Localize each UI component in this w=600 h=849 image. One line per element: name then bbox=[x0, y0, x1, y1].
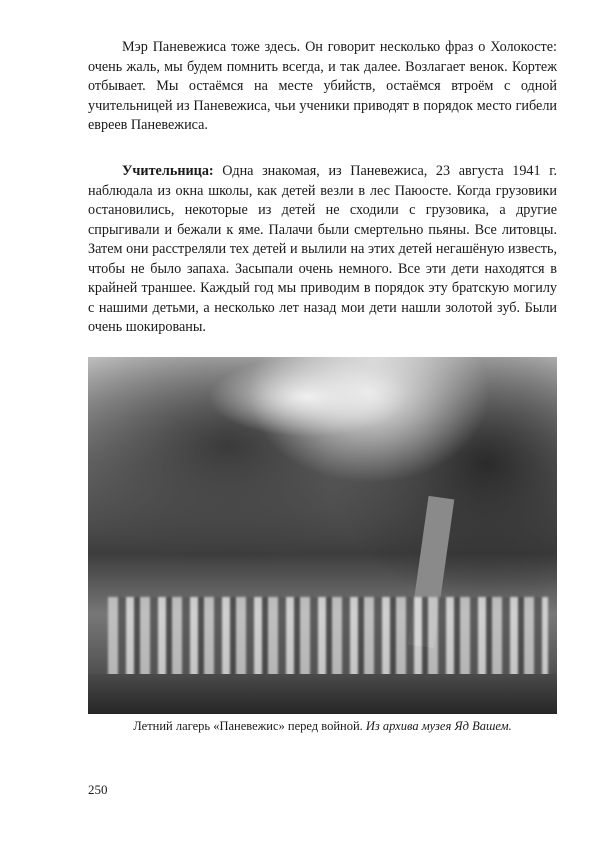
text-line: чтобы не было запаха. Засыпали очень немного. Все эти дети находятся в bbox=[88, 260, 557, 277]
text-line: Затем они расстреляли тех детей и вылили на этих детей негашёную известь, bbox=[88, 241, 557, 257]
photo-grass bbox=[88, 674, 557, 714]
paragraph-mayor bbox=[88, 38, 557, 136]
text-line: крайней траншее. Каждый год мы приводим в порядок эту братскую могилу bbox=[88, 280, 557, 296]
text-line: отбывает. Мы остаёмся на месте убийств, остаёмся втроём с одной bbox=[88, 78, 557, 94]
text-line: очень жаль, мы будем помнить всегда, и так далее. Возлагает венок. Кортеж bbox=[88, 58, 557, 75]
text-line: остановились, некоторые из детей не сходили с грузовика, а другие bbox=[88, 202, 557, 218]
page-number: 250 bbox=[88, 782, 108, 797]
text-line: учительницей из Паневежиса, чьи ученики приводят в порядок место гибели bbox=[88, 97, 557, 114]
text-line: спрыгивали и бежали к яме. Палачи были смертельно пьяны. Все литовцы. bbox=[88, 221, 557, 238]
text-line: Мэр Паневежиса тоже здесь. Он говорит несколько фраз о Холокосте: bbox=[122, 39, 557, 55]
text-line: наблюдала из окна школы, как детей везли в лес Паюосте. Когда грузовики bbox=[88, 182, 557, 199]
summer-camp-photo bbox=[88, 357, 557, 714]
figure-caption bbox=[88, 719, 557, 734]
caption-source: Из архива музея Яд Вашем. bbox=[365, 719, 512, 733]
speaker-label: Учительница: bbox=[122, 163, 214, 179]
text-line: с нашими детьми, а несколько лет назад мои дети нашли золотой зуб. Были bbox=[88, 299, 557, 316]
paragraph-teacher bbox=[88, 162, 557, 338]
text-line bbox=[88, 162, 557, 182]
photo-sky bbox=[208, 357, 408, 437]
text-line: очень шокированы. bbox=[88, 319, 206, 335]
photo-group-of-children bbox=[108, 597, 548, 677]
text-line: евреев Паневежиса. bbox=[88, 117, 208, 133]
text-line-content: Одна знакомая, из Паневежиса, 23 августа 1941 г. bbox=[222, 163, 557, 179]
caption-text: Летний лагерь «Паневежис» перед войной. bbox=[133, 719, 363, 733]
